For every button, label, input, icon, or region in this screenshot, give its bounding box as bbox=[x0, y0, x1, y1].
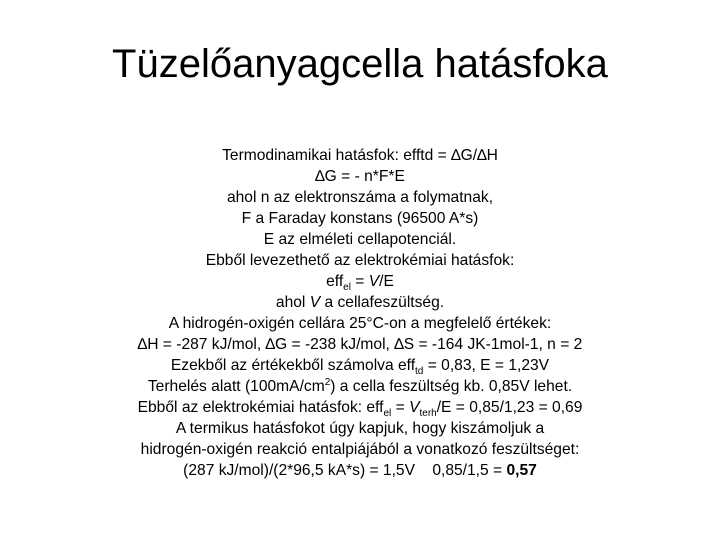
text-line-cell-potential: E az elméleti cellapotenciál. bbox=[263, 231, 457, 248]
text-line-values-intro: A hidrogén-oxigén cellára 25°C-on a megfelelő értékek: bbox=[168, 315, 552, 332]
text-line-electrochemical-efficiency: eff$_{el}$ = V/E bbox=[326, 273, 394, 294]
text-line-faraday-constant: F a Faraday konstans (96500 A*s) bbox=[241, 210, 479, 227]
text-line-gibbs-equation: ∆G = - n*F*E bbox=[315, 168, 405, 185]
slide-title: Tüzelőanyagcella hatásfoka bbox=[112, 42, 608, 86]
text-line-thermal-intro: A termikus hatásfokot úgy kapjuk, hogy kiszámoljuk a bbox=[175, 420, 545, 437]
text-line-thermal-result: (287 kJ/mol)/(2*96,5 kA*s) = 1,5V 0,85/1,5 = 0,57 bbox=[183, 462, 537, 479]
text-line-thermo-values: ∆H = -287 kJ/mol, ∆G = -238 kJ/mol, ∆S = -164 JK-1mol-1, n = 2 bbox=[137, 336, 583, 353]
text-line-efficiency-result: Ebből az elektrokémiai hatásfok: $eff_{el} = V_{terh}/E = 0,85/1,23 = 0,69$ bbox=[137, 399, 583, 420]
text-line-calculated-values: Ezekből az értékekből számolva eff$_{td}$ = 0,83, E = 1,23V bbox=[170, 357, 550, 378]
text-line-enthalpy-voltage: hidrogén-oxigén reakció entalpiájából a vonatkozó feszültséget: bbox=[140, 441, 580, 458]
text-line-cell-voltage: ahol V a cellafeszültség. bbox=[275, 294, 445, 311]
text-line-efficiency-definition: Termodinamikai hatásfok: efftd = ∆G/∆H bbox=[222, 147, 498, 164]
text-line-derivation-intro: Ebből levezethető az elektrokémiai hatásfok: bbox=[205, 252, 515, 269]
text-line-load-voltage: Terhelés alatt $(100mA/cm^2)$ a cella feszültség kb. 0,85V lehet. bbox=[147, 376, 573, 395]
text-line-n-definition: ahol n az elektronszáma a folymatnak, bbox=[226, 189, 494, 206]
slide-body bbox=[40, 145, 680, 481]
